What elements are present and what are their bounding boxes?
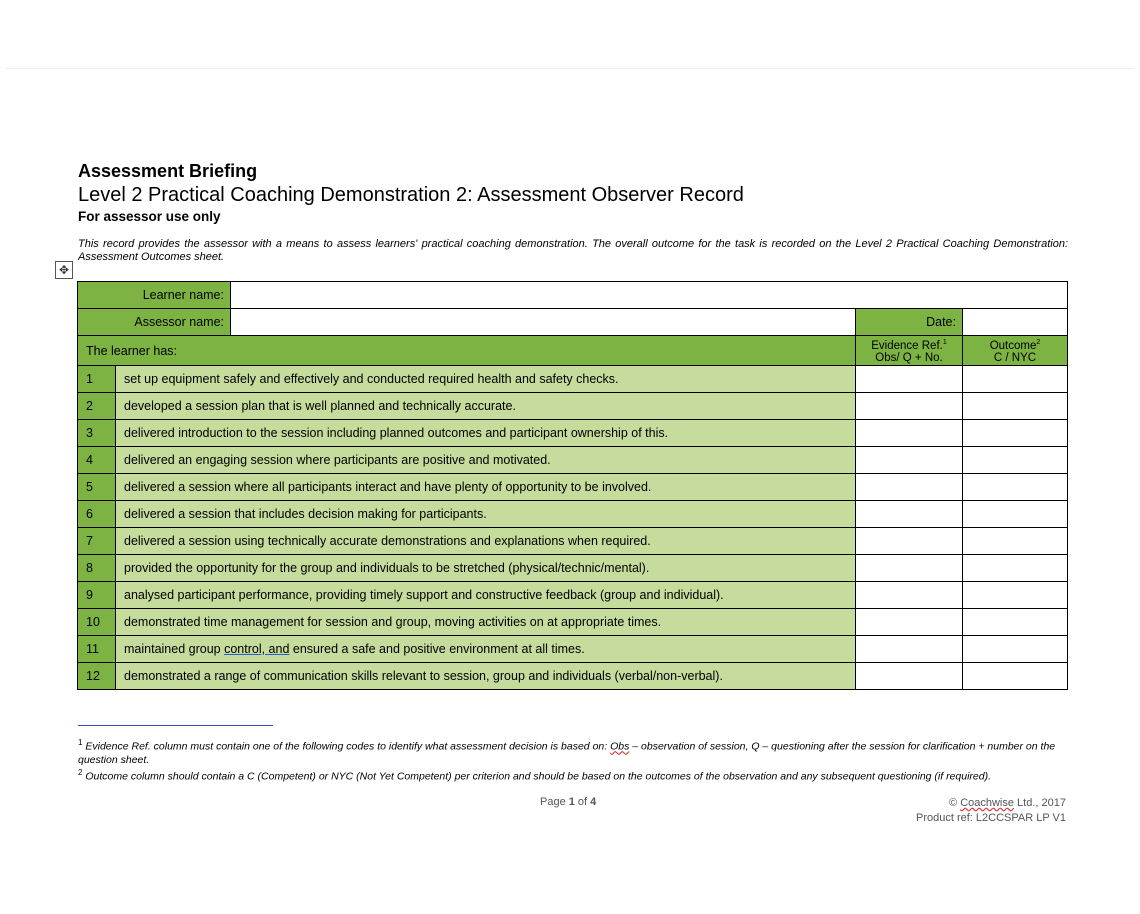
evidence-cell[interactable] — [856, 636, 963, 663]
criterion-text: set up equipment safely and effectively and conducted required health and safety checks. — [116, 366, 856, 393]
table-row — [78, 582, 1068, 609]
table-row — [78, 366, 1068, 393]
outcome-cell[interactable] — [963, 366, 1068, 393]
criterion-number: 5 — [78, 474, 116, 501]
header-row — [78, 336, 1068, 366]
learner-name-field[interactable] — [231, 282, 1068, 309]
outcome-cell[interactable] — [963, 609, 1068, 636]
criterion-number: 8 — [78, 555, 116, 582]
learner-name-label: Learner name: — [78, 282, 231, 309]
evidence-ref-header — [856, 336, 963, 366]
evidence-cell[interactable] — [856, 555, 963, 582]
criterion-number: 7 — [78, 528, 116, 555]
move-icon[interactable]: ✥ — [55, 261, 73, 279]
page-subtitle: Level 2 Practical Coaching Demonstration 2: Assessment Observer Record — [78, 184, 744, 206]
footnote-separator — [78, 725, 273, 726]
evidence-cell[interactable] — [856, 447, 963, 474]
evidence-cell[interactable] — [856, 582, 963, 609]
table-row — [78, 528, 1068, 555]
table-row — [78, 420, 1068, 447]
criterion-text — [116, 636, 856, 663]
copyright-block — [916, 796, 1066, 826]
outcome-footnote-ref: 2 — [1036, 339, 1041, 347]
evidence-footnote-ref: 1 — [942, 339, 947, 347]
outcome-cell[interactable] — [963, 501, 1068, 528]
copyright-symbol: © — [949, 797, 961, 809]
criterion-text: delivered a session where all participants interact and have plenty of opportunity to be involved. — [116, 474, 856, 501]
criterion-text-part3: ensured a safe and positive environment at all times. — [289, 642, 585, 656]
criterion-text: delivered an engaging session where participants are positive and motivated. — [116, 447, 856, 474]
page-top-divider — [6, 68, 1134, 69]
table-row — [78, 636, 1068, 663]
footnote-2-number: 2 — [78, 768, 83, 777]
page-of: of — [574, 796, 591, 808]
page-prefix: Page — [540, 796, 569, 808]
footnote-1-obs: Obs — [610, 740, 630, 753]
intro-paragraph: This record provides the assessor with a means to assess learners' practical coaching demonstration. The overall outcome for the task is recorded on the Level 2 Practical Coaching Demonstration: Assessment Outcomes sheet. — [78, 238, 1068, 263]
outcome-cell[interactable] — [963, 447, 1068, 474]
criterion-number: 1 — [78, 366, 116, 393]
outcome-header-line1: Outcome — [989, 339, 1037, 352]
copyright-year: Ltd., 2017 — [1014, 797, 1066, 809]
outcome-cell[interactable] — [963, 474, 1068, 501]
observer-record-table — [77, 281, 1068, 690]
evidence-cell[interactable] — [856, 474, 963, 501]
outcome-cell[interactable] — [963, 555, 1068, 582]
assessor-name-field[interactable] — [231, 309, 856, 336]
footnote-1-text-a: Evidence Ref. column must contain one of the following codes to identify what assessment decision is based on: — [82, 740, 611, 753]
criterion-text-part1: maintained group — [124, 642, 225, 656]
evidence-cell[interactable] — [856, 366, 963, 393]
evidence-header-line1: Evidence Ref. — [871, 339, 943, 352]
footnote-1-number: 1 — [78, 738, 83, 747]
criterion-text: demonstrated a range of communication skills relevant to session, group and individuals (verbal/non-verbal). — [116, 663, 856, 690]
footnote-2-text: Outcome column should contain a C (Competent) or NYC (Not Yet Competent) per criterion and should be based on the outcomes of the observation and any subsequent questioning (if required). — [82, 770, 992, 783]
product-ref: Product ref: L2CCSPAR LP V1 — [916, 812, 1066, 824]
date-field[interactable] — [963, 309, 1068, 336]
criterion-number: 4 — [78, 447, 116, 474]
page-title: Assessment Briefing — [78, 161, 258, 181]
audience-note: For assessor use only — [78, 209, 221, 224]
outcome-header — [963, 336, 1068, 366]
criterion-number: 12 — [78, 663, 116, 690]
date-label: Date: — [856, 309, 963, 336]
page-number — [540, 796, 596, 808]
table-row — [78, 393, 1068, 420]
outcome-header-line2: C / NYC — [993, 351, 1037, 364]
criterion-text: provided the opportunity for the group and individuals to be stretched (physical/technic/mental). — [116, 555, 856, 582]
learner-row — [78, 282, 1068, 309]
grammar-flagged-text: control, and — [224, 642, 290, 656]
outcome-cell[interactable] — [963, 582, 1068, 609]
table-row — [78, 663, 1068, 690]
criterion-number: 11 — [78, 636, 116, 663]
criterion-text: delivered a session using technically accurate demonstrations and explanations when required. — [116, 528, 856, 555]
learner-has-label: The learner has: — [78, 336, 856, 366]
assessor-name-label: Assessor name: — [78, 309, 231, 336]
footnote-2 — [78, 766, 1068, 784]
outcome-cell[interactable] — [963, 663, 1068, 690]
outcome-cell[interactable] — [963, 528, 1068, 555]
table-row — [78, 501, 1068, 528]
criterion-text: delivered introduction to the session including planned outcomes and participant ownership of this. — [116, 420, 856, 447]
evidence-cell[interactable] — [856, 420, 963, 447]
table-row — [78, 555, 1068, 582]
footnote-1-text-b: – observation of session, Q – questioning after the session for clarification + number on the question sheet. — [78, 740, 1056, 766]
evidence-cell[interactable] — [856, 663, 963, 690]
table-row — [78, 474, 1068, 501]
evidence-cell[interactable] — [856, 609, 963, 636]
criterion-number: 2 — [78, 393, 116, 420]
outcome-cell[interactable] — [963, 393, 1068, 420]
evidence-cell[interactable] — [856, 528, 963, 555]
criterion-text: delivered a session that includes decision making for participants. — [116, 501, 856, 528]
page-total: 4 — [590, 796, 597, 808]
page-current: 1 — [568, 796, 575, 808]
criterion-number: 3 — [78, 420, 116, 447]
criterion-text: developed a session plan that is well planned and technically accurate. — [116, 393, 856, 420]
criterion-number: 10 — [78, 609, 116, 636]
copyright-line — [916, 796, 1066, 811]
criterion-text: demonstrated time management for session and group, moving activities on at appropriate times. — [116, 609, 856, 636]
copyright-brand: Coachwise — [960, 797, 1014, 809]
criterion-number: 9 — [78, 582, 116, 609]
table-row — [78, 447, 1068, 474]
footnote-1 — [78, 736, 1068, 767]
outcome-cell[interactable] — [963, 636, 1068, 663]
criterion-number: 6 — [78, 501, 116, 528]
evidence-header-line2: Obs/ Q + No. — [875, 351, 943, 364]
table-row — [78, 609, 1068, 636]
criterion-text: analysed participant performance, providing timely support and constructive feedback (group and individual). — [116, 582, 856, 609]
evidence-cell[interactable] — [856, 393, 963, 420]
outcome-cell[interactable] — [963, 420, 1068, 447]
evidence-cell[interactable] — [856, 501, 963, 528]
assessor-row — [78, 309, 1068, 336]
